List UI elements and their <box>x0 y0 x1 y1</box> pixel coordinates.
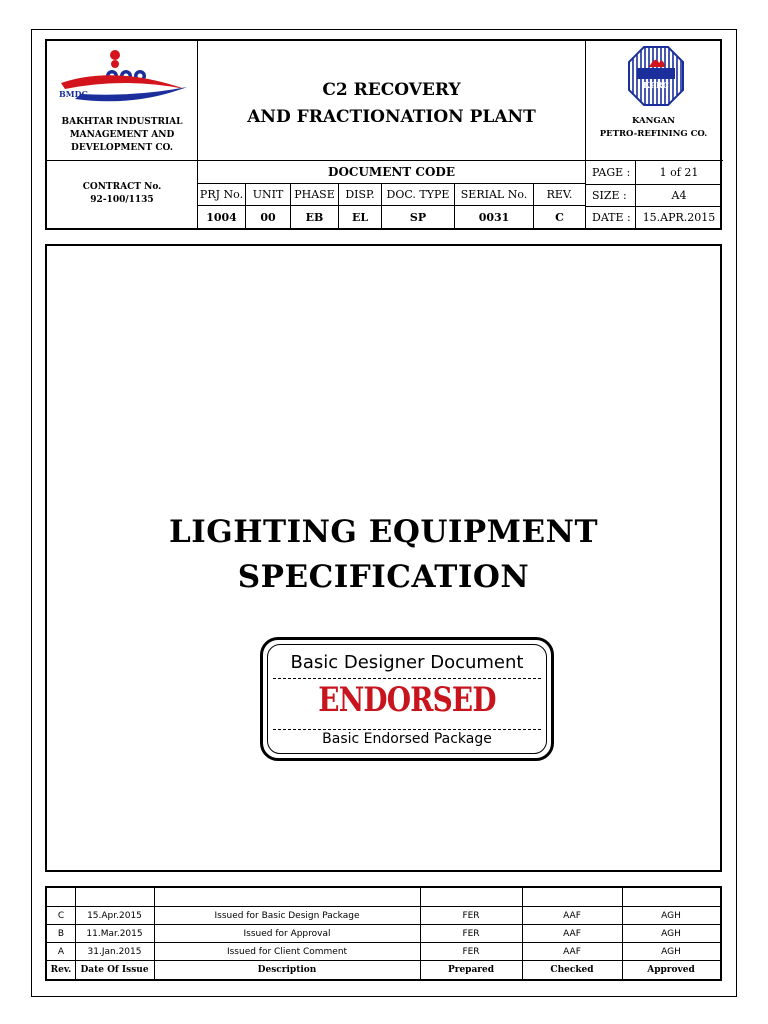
checked-cell: AAF <box>563 910 581 921</box>
date-cell: 15.Apr.2015 <box>87 910 142 921</box>
header-prepared: Prepared <box>447 965 495 975</box>
checked-cell: AAF <box>563 946 581 957</box>
code-header-disp: DISP. <box>339 184 382 206</box>
date-cell: 11.Mar.2015 <box>86 928 143 939</box>
prepared-cell: FER <box>462 946 480 957</box>
page-value: 1 of 21 <box>659 166 699 179</box>
code-header-phase: PHASE <box>291 184 339 206</box>
stamp-dashed-line <box>273 678 541 679</box>
main-content-frame <box>45 244 722 872</box>
code-value-serial: 0031 <box>455 206 534 229</box>
description-cell: Issued for Basic Design Package <box>214 910 360 921</box>
revision-table <box>45 886 722 981</box>
prepared-cell: FER <box>462 910 480 921</box>
title-block <box>45 39 722 230</box>
date-label: DATE : <box>592 211 631 224</box>
approved-cell: AGH <box>661 928 681 939</box>
code-header-doctype: DOC. TYPE <box>382 184 455 206</box>
left-company-name: BAKHTAR INDUSTRIAL MANAGEMENT AND DEVELOPMENT CO. <box>61 117 183 153</box>
date-cell: 31.Jan.2015 <box>87 946 142 957</box>
header-rev: Rev. <box>50 965 72 975</box>
code-value-unit: 00 <box>246 206 291 229</box>
bmdc-logo-text: BMDC <box>59 89 88 99</box>
stamp-top-text: Basic Designer Document <box>290 652 524 673</box>
code-header-unit: UNIT <box>246 184 291 206</box>
code-header-prj: PRJ No. <box>198 184 246 206</box>
checked-cell: AAF <box>563 928 581 939</box>
stamp-dashed-line <box>273 729 541 730</box>
date-value: 15.APR.2015 <box>642 211 716 224</box>
stamp-bottom-text: Basic Endorsed Package <box>322 731 492 747</box>
approved-cell: AGH <box>661 946 681 957</box>
description-cell: Issued for Client Comment <box>226 946 348 957</box>
page-label: PAGE : <box>592 166 631 179</box>
header-approved: Approved <box>647 965 695 975</box>
header-date: Date Of Issue <box>80 965 149 975</box>
code-value-disp: EL <box>339 206 382 229</box>
code-value-doctype: SP <box>382 206 455 229</box>
document-title-line2: SPECIFICATION <box>237 559 530 595</box>
kprc-logo-icon <box>627 45 685 107</box>
document-title-line1: LIGHTING EQUIPMENT <box>168 514 599 550</box>
code-value-prj: 1004 <box>198 206 246 229</box>
contract-info: CONTRACT No. 92-100/1135 <box>82 182 162 205</box>
size-label: SIZE : <box>592 188 627 202</box>
rev-cell: A <box>57 946 65 957</box>
rev-cell: C <box>57 910 65 921</box>
code-header-rev: REV. <box>534 184 585 206</box>
rev-cell: B <box>57 928 65 939</box>
right-company-name: KANGAN PETRO-REFINING CO. <box>599 116 708 139</box>
code-value-phase: EB <box>291 206 339 229</box>
project-title: C2 RECOVERY AND FRACTIONATION PLANT <box>247 80 536 127</box>
prepared-cell: FER <box>462 928 480 939</box>
document-code-label: DOCUMENT CODE <box>198 161 585 184</box>
header-description: Description <box>257 965 317 975</box>
kprc-logo-text: KPRC <box>643 80 669 90</box>
description-cell: Issued for Approval <box>243 928 331 939</box>
code-value-rev: C <box>555 211 564 224</box>
approved-cell: AGH <box>661 910 681 921</box>
stamp-endorsed-text: ENDORSED <box>318 680 496 720</box>
code-header-serial: SERIAL No. <box>455 184 534 206</box>
header-checked: Checked <box>550 965 594 975</box>
endorsed-stamp <box>260 637 554 761</box>
size-value: A4 <box>671 188 687 202</box>
